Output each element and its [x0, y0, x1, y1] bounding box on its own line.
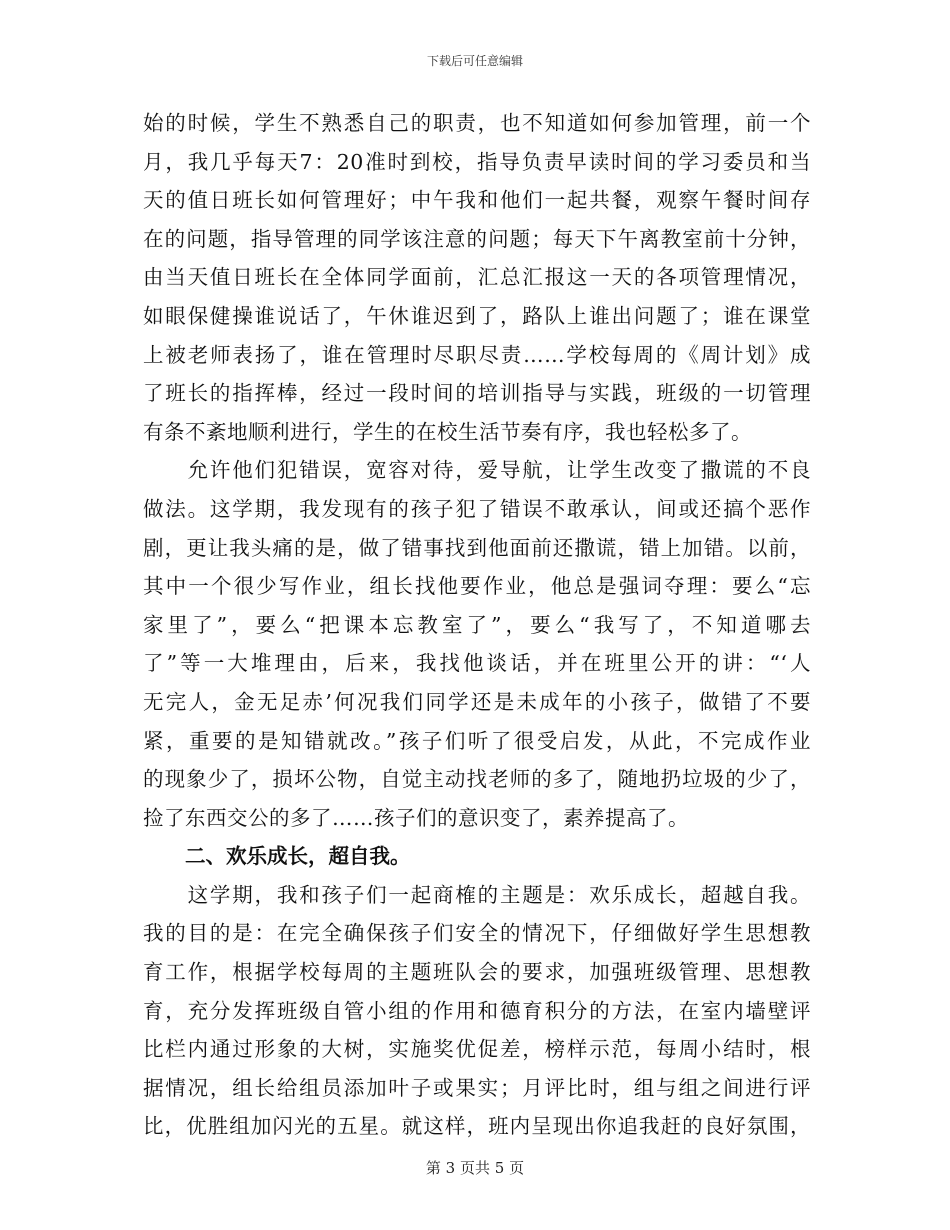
text-line: 其中一个很少写作业，组长找他要作业，他总是强词夺理：要么“忘: [143, 574, 811, 599]
text-line: 上被老师表扬了，谁在管理时尽职尽责……学校每周的《周计划》成: [143, 342, 811, 367]
text-line: 有条不紊地顺利进行，学生的在校生活节奏有序，我也轻松多了。: [143, 419, 752, 444]
text-line: 剧，更让我头痛的是，做了错事找到他面前还撒谎，错上加错。以前，: [143, 535, 811, 560]
text-line: 据情况，组长给组员添加叶子或果实；月评比时，组与组之间进行评: [143, 1075, 811, 1100]
text-line: 我的目的是：在完全确保孩子们安全的情况下，仔细做好学生思想教: [143, 921, 811, 946]
paragraph-3: [143, 876, 811, 1146]
text-line: 了”等一大堆理由，后来，我找他谈话，并在班里公开的讲：“‘人: [143, 651, 811, 676]
paragraph-1: [143, 104, 811, 451]
page-footer: 第 3 页共 5 页: [425, 1159, 525, 1177]
page-header: 下载后可任意编辑: [426, 54, 523, 68]
text-line: 了班长的指挥棒，经过一段时间的培训指导与实践，班级的一切管理: [143, 381, 811, 406]
text-line: 比，优胜组加闪光的五星。就这样，班内呈现出你追我赶的良好氛围，: [143, 1114, 811, 1139]
text-line: 的现象少了，损坏公物，自觉主动找老师的多了，随地扔垃圾的少了，: [143, 767, 811, 792]
text-line: 如眼保健操谁说话了，午休谁迟到了，路队上谁出问题了；谁在课堂: [143, 303, 811, 328]
text-line: 在的问题，指导管理的同学该注意的问题；每天下午离教室前十分钟，: [143, 226, 811, 251]
text-line: 育，充分发挥班级自管小组的作用和德育积分的方法，在室内墙壁评: [143, 998, 811, 1023]
text-line: 捡了东西交公的多了……孩子们的意识变了，素养提高了。: [143, 805, 689, 830]
text-line: 始的时候，学生不熟悉自己的职责，也不知道如何参加管理，前一个: [143, 111, 811, 135]
text-line: 由当天值日班长在全体同学面前，汇总汇报这一天的各项管理情况，: [143, 265, 811, 290]
text-line: 这学期，我和孩子们一起商榷的主题是：欢乐成长，超越自我。: [143, 882, 811, 907]
document-body: [143, 104, 811, 1146]
text-line: 家里了”，要么“把课本忘教室了”，要么“我写了，不知道哪去: [143, 612, 811, 637]
text-line: 育工作，根据学校每周的主题班队会的要求，加强班级管理、思想教: [143, 960, 811, 985]
text-line: 允许他们犯错误，宽容对待，爱导航，让学生改变了撒谎的不良: [143, 458, 811, 483]
text-line: 月，我几乎每天7：20准时到校，指导负责早读时间的学习委员和当: [143, 149, 811, 174]
text-line: 紧，重要的是知错就改。”孩子们听了很受启发，从此，不完成作业: [143, 728, 811, 753]
text-line: 比栏内通过形象的大树，实施奖优促差，榜样示范，每周小结时，根: [143, 1037, 811, 1062]
text-line: 做法。这学期，我发现有的孩子犯了错误不敢承认，间或还搞个恶作: [143, 496, 811, 521]
text-line: 天的值日班长如何管理好；中午我和他们一起共餐，观察午餐时间存: [143, 188, 811, 213]
paragraph-2: [143, 451, 811, 837]
section-heading: 二、欢乐成长，超自我。: [185, 844, 411, 869]
text-line: 无完人，金无足赤’何况我们同学还是未成年的小孩子，做错了不要: [143, 689, 811, 714]
